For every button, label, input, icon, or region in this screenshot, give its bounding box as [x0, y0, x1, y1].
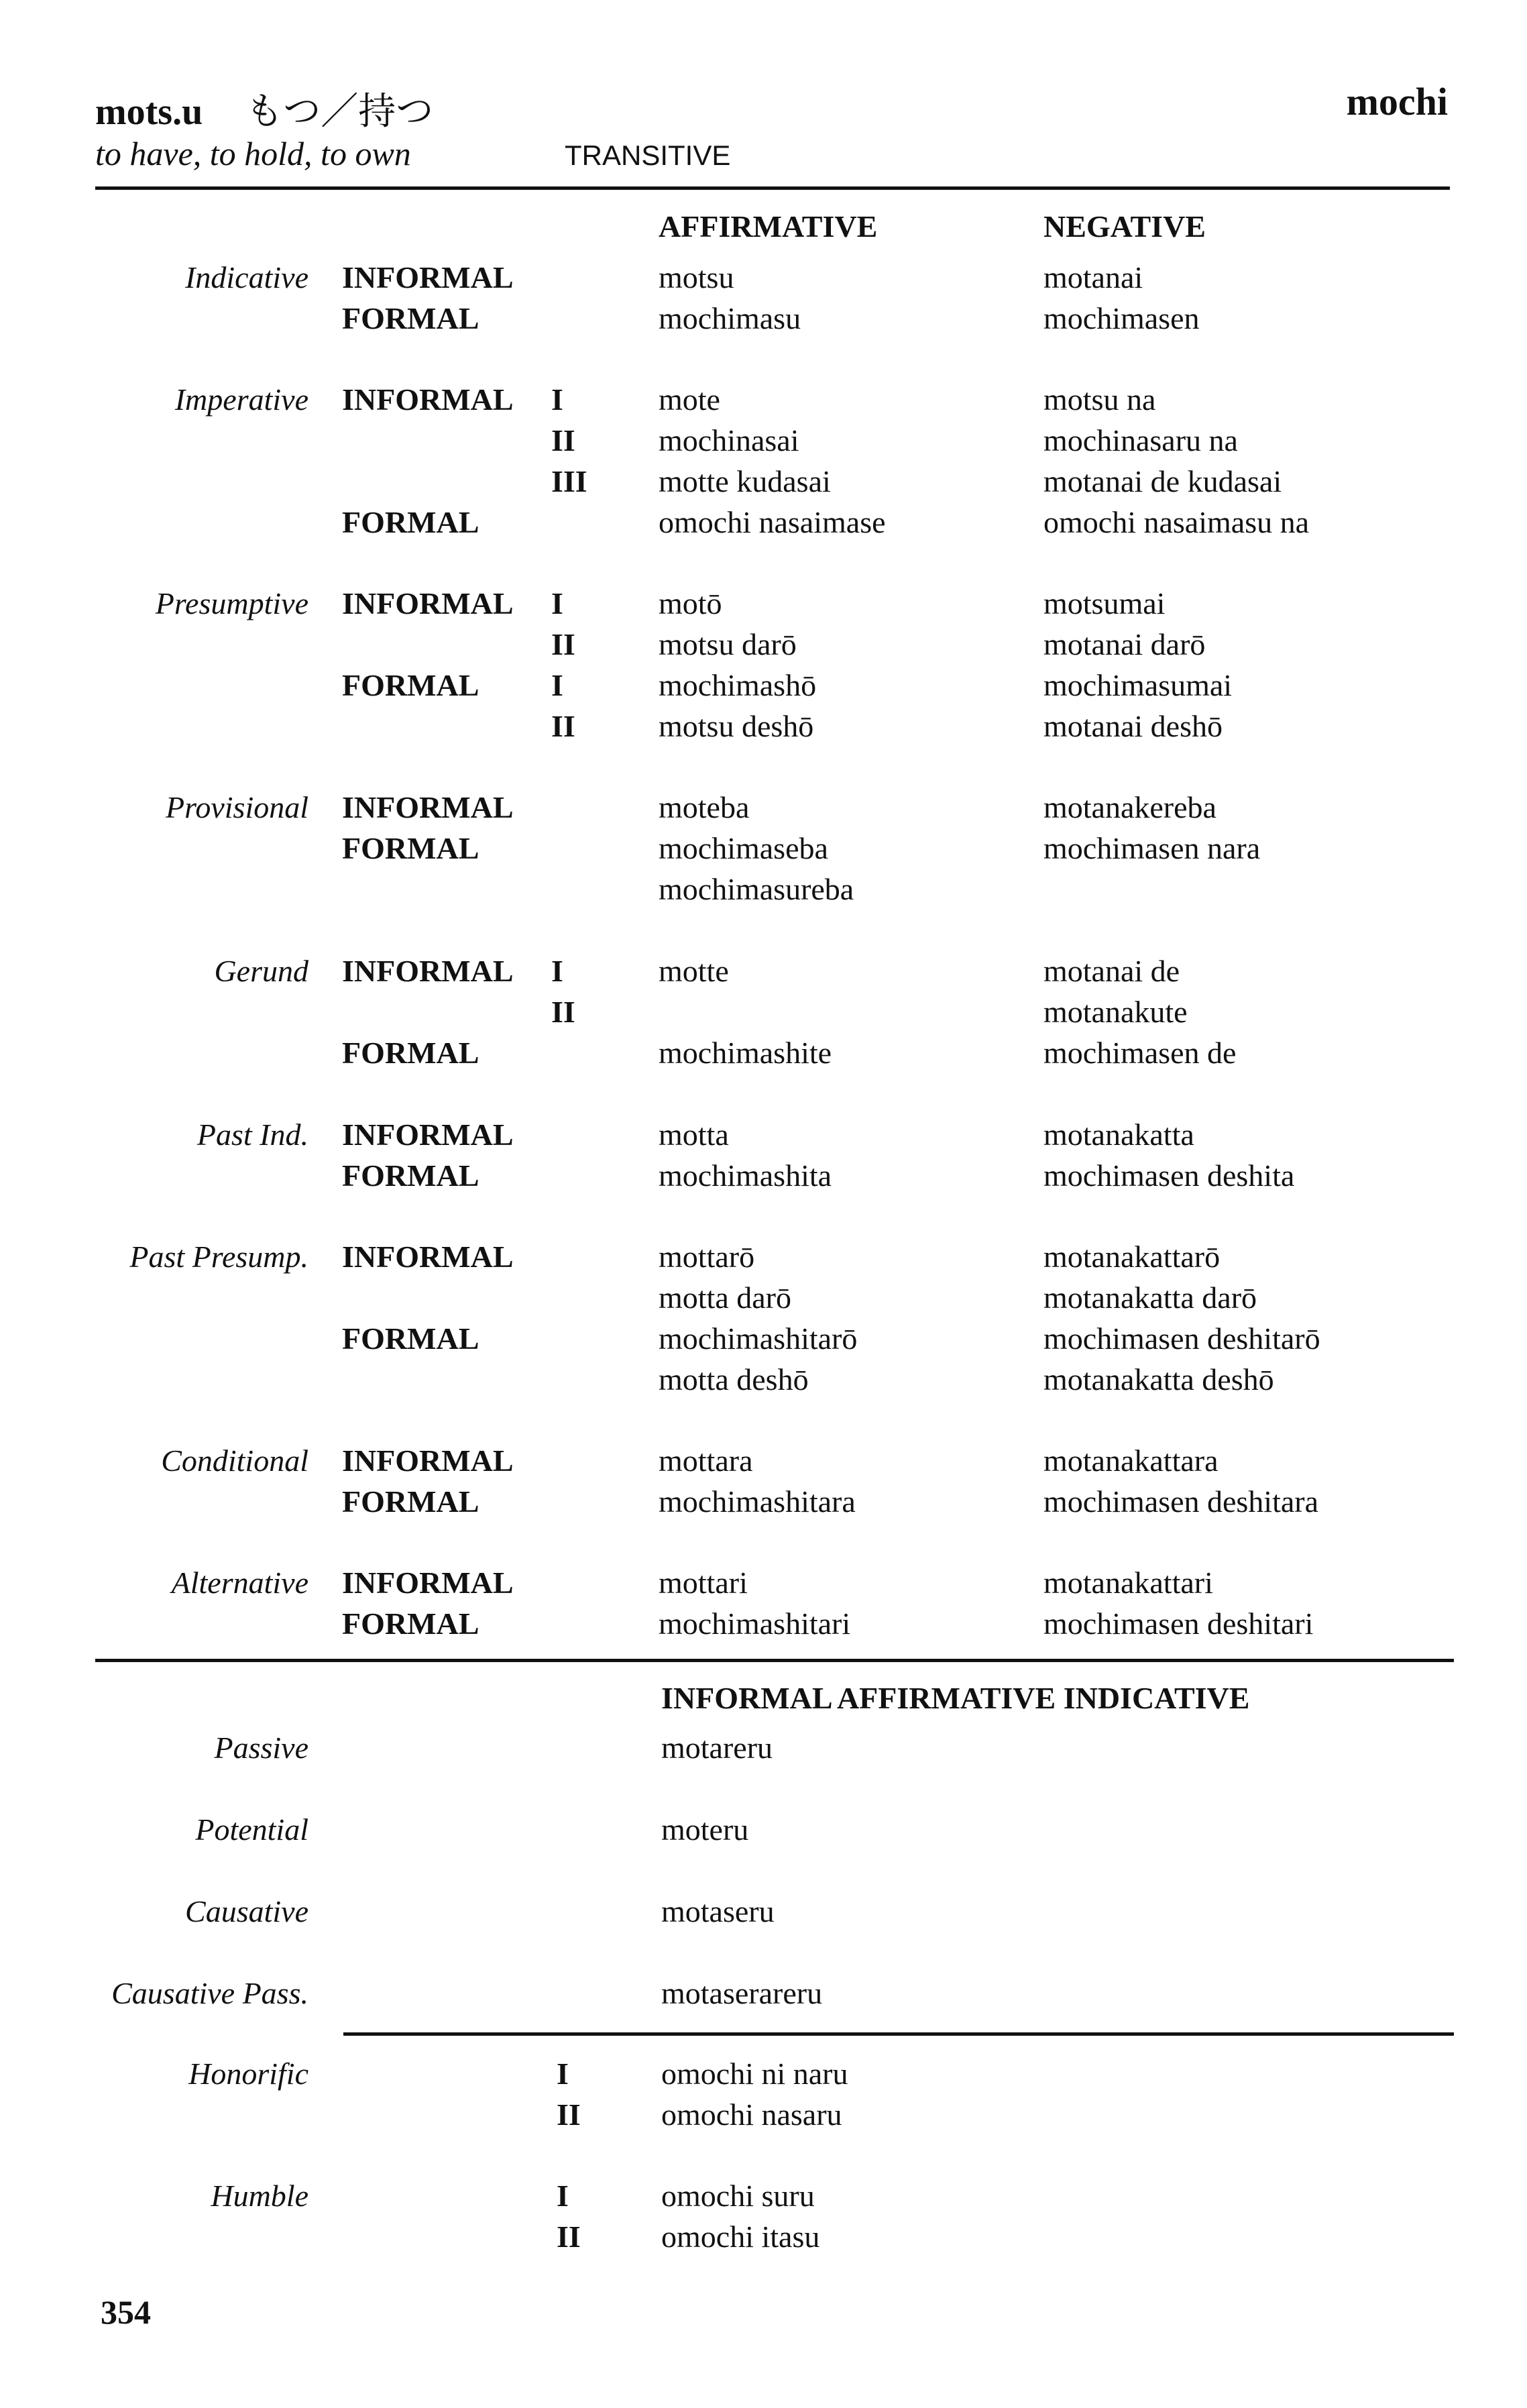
negative-form: motanakatta — [1043, 1117, 1194, 1152]
negative-form: motanai de — [1043, 954, 1180, 988]
affirmative-form: motō — [659, 586, 722, 620]
affirmative-form: moteba — [659, 790, 750, 824]
mood-label: Imperative — [174, 382, 308, 417]
verb-title — [95, 82, 433, 135]
affirmative-form: motta deshō — [659, 1362, 809, 1397]
verb-meaning: to have, to hold, to own — [95, 135, 411, 172]
negative-form: mochinasaru na — [1043, 423, 1238, 457]
affirmative-form: mottara — [659, 1443, 753, 1478]
honorific-form: omochi itasu — [661, 2220, 820, 2254]
negative-form: mochimasen deshitara — [1043, 1484, 1319, 1519]
mood-label: Presumptive — [155, 586, 308, 620]
honorific-form: omochi nasaru — [661, 2097, 842, 2132]
register-label: FORMAL — [342, 831, 479, 865]
affirmative-form: mochimaseba — [659, 831, 828, 865]
form-number: II — [551, 423, 575, 457]
negative-form: motanakattarō — [1043, 1240, 1221, 1274]
derived-label: Causative Pass. — [111, 1976, 308, 2010]
affirmative-form: mochimashita — [659, 1158, 832, 1193]
register-label: FORMAL — [342, 1321, 479, 1356]
verb-romaji: mots.u — [95, 91, 203, 133]
derived-label: Causative — [185, 1894, 308, 1928]
form-number: I — [551, 668, 563, 702]
derived-form: moteru — [661, 1812, 749, 1847]
verb-kana: もつ／持つ — [245, 90, 434, 133]
negative-form: motanai — [1043, 260, 1143, 294]
register-label: INFORMAL — [342, 954, 514, 988]
register-label: FORMAL — [342, 301, 479, 335]
negative-form: motanakereba — [1043, 790, 1217, 824]
form-number: II — [557, 2097, 581, 2132]
form-number: I — [551, 954, 563, 988]
negative-form: mochimasen de — [1043, 1036, 1237, 1070]
derived-label: Potential — [195, 1812, 308, 1847]
affirmative-form: motsu — [659, 260, 734, 294]
form-number: II — [557, 2220, 581, 2254]
section-rule — [95, 1659, 1454, 1662]
derived-form: motaserareru — [661, 1976, 823, 2010]
affirmative-form: mochimasu — [659, 301, 801, 335]
mood-label: Provisional — [166, 790, 308, 824]
affirmative-form: motsu deshō — [659, 709, 814, 743]
honorific-form: omochi ni naru — [661, 2057, 848, 2091]
mood-label: Indicative — [185, 260, 308, 294]
register-label: INFORMAL — [342, 382, 514, 417]
honorific-label: Humble — [211, 2179, 308, 2213]
negative-form: motanai darō — [1043, 627, 1206, 661]
form-number: I — [551, 586, 563, 620]
mood-label: Past Presump. — [129, 1240, 308, 1274]
mood-label: Past Ind. — [196, 1117, 308, 1152]
register-label: INFORMAL — [342, 1443, 514, 1478]
mood-label: Conditional — [161, 1443, 308, 1478]
negative-form: motsu na — [1043, 382, 1156, 417]
form-number: II — [551, 627, 575, 661]
negative-form: motanakatta darō — [1043, 1280, 1257, 1315]
register-label: INFORMAL — [342, 1117, 514, 1152]
honorific-label: Honorific — [188, 2057, 308, 2091]
affirmative-form: mochimashitarō — [659, 1321, 858, 1356]
negative-form: mochimasen deshita — [1043, 1158, 1295, 1193]
negative-form: motsumai — [1043, 586, 1166, 620]
stem-heading: mochi — [1346, 80, 1448, 123]
affirmative-column-header: AFFIRMATIVE — [659, 209, 878, 243]
derived-forms-heading: INFORMAL AFFIRMATIVE INDICATIVE — [661, 1681, 1250, 1715]
derived-form: motareru — [661, 1731, 773, 1765]
form-number: III — [551, 464, 587, 498]
affirmative-form: mochimasureba — [659, 872, 854, 906]
negative-form: mochimasen nara — [1043, 831, 1261, 865]
affirmative-form: mottari — [659, 1566, 748, 1600]
honorific-rule — [343, 2032, 1454, 2036]
register-label: FORMAL — [342, 1484, 479, 1519]
register-label: INFORMAL — [342, 586, 514, 620]
negative-column-header: NEGATIVE — [1043, 209, 1206, 243]
affirmative-form: motsu darō — [659, 627, 797, 661]
negative-form: mochimasen — [1043, 301, 1200, 335]
affirmative-form: mochimashitari — [659, 1606, 851, 1641]
register-label: INFORMAL — [342, 1240, 514, 1274]
affirmative-form: mote — [659, 382, 720, 417]
mood-label: Gerund — [214, 954, 308, 988]
affirmative-form: motte — [659, 954, 729, 988]
negative-form: motanakatta deshō — [1043, 1362, 1274, 1397]
affirmative-form: motte kudasai — [659, 464, 831, 498]
register-label: FORMAL — [342, 505, 479, 539]
register-label: FORMAL — [342, 1036, 479, 1070]
negative-form: motanai deshō — [1043, 709, 1223, 743]
negative-form: motanakattara — [1043, 1443, 1219, 1478]
affirmative-form: mottarō — [659, 1240, 755, 1274]
register-label: FORMAL — [342, 1158, 479, 1193]
mood-label: Alternative — [171, 1566, 308, 1600]
negative-form: omochi nasaimasu na — [1043, 505, 1310, 539]
header-rule — [95, 186, 1450, 190]
affirmative-form: mochimashitara — [659, 1484, 856, 1519]
affirmative-form: omochi nasaimase — [659, 505, 886, 539]
negative-form: mochimasen deshitarō — [1043, 1321, 1320, 1356]
affirmative-form: mochimashite — [659, 1036, 832, 1070]
negative-form: motanakute — [1043, 995, 1188, 1029]
affirmative-form: mochinasai — [659, 423, 799, 457]
register-label: FORMAL — [342, 668, 479, 702]
form-number: I — [557, 2179, 569, 2213]
affirmative-form: mochimashō — [659, 668, 817, 702]
form-number: II — [551, 995, 575, 1029]
honorific-form: omochi suru — [661, 2179, 815, 2213]
negative-form: mochimasumai — [1043, 668, 1233, 702]
register-label: FORMAL — [342, 1606, 479, 1641]
derived-form: motaseru — [661, 1894, 775, 1928]
transitivity-label: TRANSITIVE — [565, 140, 731, 171]
affirmative-form: motta darō — [659, 1280, 791, 1315]
negative-form: mochimasen deshitari — [1043, 1606, 1314, 1641]
affirmative-form: motta — [659, 1117, 729, 1152]
form-number: I — [551, 382, 563, 417]
negative-form: motanakattari — [1043, 1566, 1213, 1600]
form-number: II — [551, 709, 575, 743]
form-number: I — [557, 2057, 569, 2091]
register-label: INFORMAL — [342, 1566, 514, 1600]
register-label: INFORMAL — [342, 260, 514, 294]
negative-form: motanai de kudasai — [1043, 464, 1282, 498]
derived-label: Passive — [214, 1731, 308, 1765]
page-number: 354 — [101, 2293, 151, 2331]
register-label: INFORMAL — [342, 790, 514, 824]
